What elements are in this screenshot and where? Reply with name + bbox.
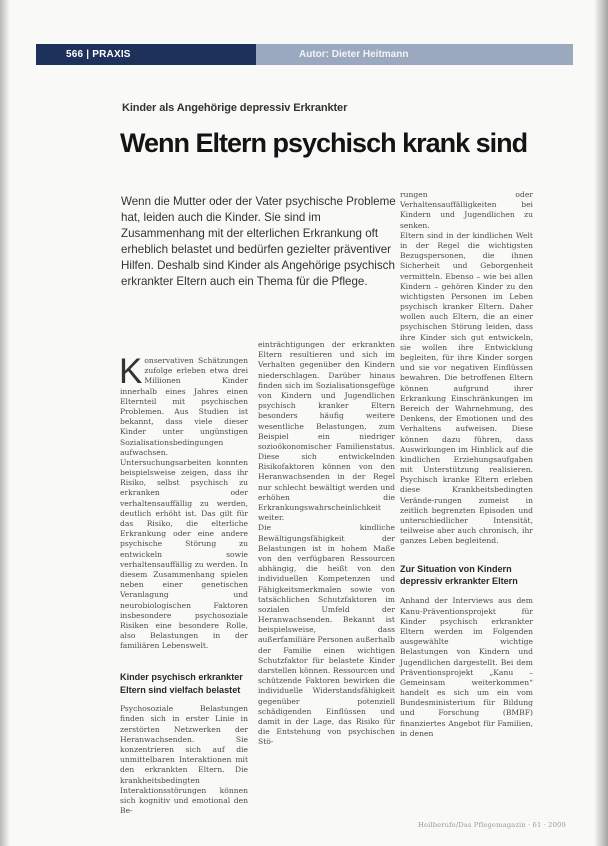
page-footer: Heilberufe/Das Pflegemagazin · 61 · 2009 (418, 821, 566, 829)
header-author-block (256, 44, 573, 65)
page-gutter-shadow (0, 0, 10, 846)
body-paragraph: rungen oder Verhaltensauffälligkeiten bei Kindern und Jugendlichen zu senken. (400, 190, 533, 230)
author-label: Autor: Dieter Heitmann (299, 49, 409, 60)
body-column-3 (400, 190, 533, 739)
body-paragraph: Anhand der Interviews aus dem Kanu-Präventionsprojekt für Kinder psychisch erkrankter Eltern werden im Folgenden ausgewählte wichtige Belastungen von Kindern und Jugendlichen dargestellt. Bei dem Präventionsprojekt „Kanu – Gemeinsam weiterkommen“ handelt es sich um ein vom Bundesministerium für Bildung und Forschung (BMBF) finanziertes Angebot für Familien, in denen (400, 596, 533, 738)
intro-paragraph-text: onservativen Schätzungen zufolge erleben etwa drei Millionen Kinder innerhalb eines Jahres einen Elternteil mit psychischen Problemen. Aus Studien ist bekannt, dass viele dieser Kinder unter ungünstigen Sozialisationsbedingungen aufwachsen. Untersuchungsarbeiten konnten beispielsweise zeigen, dass ihr Risiko, selbst psychisch zu erkranken oder verhaltensauffällig zu werden, deutlich erhöht ist. Das gilt für das Risiko, die elterliche Erkrankung oder eine andere psychische Störung zu entwickeln sowie verhaltensauffällig zu werden. In diesem Zusammenhang spielen neben einer genetischen Veranlagung und neurobiologischen Faktoren insbesondere psychosoziale Risiken eine besondere Rolle, also Belastungen in der familiären Lebenswelt. (120, 356, 248, 651)
body-paragraph: einträchtigungen der erkrankten Eltern resultieren und sich im Verhalten gegenüber den Kindern niederschlagen. Darüber hinaus finden sich im Sozialisationsgefüge von Kindern und Jugendlichen psychisch kranker Eltern besonders häufig weitere wesentliche Belastungen, zum Beispiel ein niedriger sozioökonomischer Familienstatus. Diese sich entwickelnden Risikofaktoren können von den Heranwachsenden in der Regel nur schlecht bewältigt werden und erhöhen die Erkrankungswahrscheinlichkeit weiter. (258, 340, 395, 523)
page-edge-shadow (594, 0, 608, 846)
article-lead: Wenn die Mutter oder der Vater psychische Probleme hat, leiden auch die Kinder. Sie sind im Zusammenhang mit der elterlichen Erkrankung oft erheblich belastet und bedürfen gezielter präventiver Hilfen. Deshalb sind Kinder als Angehörige psychisch erkrankter Eltern auch ein Thema für die Pflege. (121, 195, 396, 289)
body-paragraph: Die kindliche Bewältigungsfähigkeit der Belastungen ist in hohem Maße von den verfügbaren Ressourcen abhängig, die heißt von den individuellen Kompetenzen und Fähigkeitsmerkmalen sowie von tatsächlichen Schutzfaktoren im sozialen Umfeld der Heranwachsenden. Bekannt ist beispielsweise, dass außerfamiliäre Personen außerhalb der Familie einen wichtigen Schutzfaktor für belastete Kinder darstellen können. Ressourcen und schützende Faktoren bewirken die individuelle Widerstandsfähigkeit gegenüber potenziell schädigenden Einflüssen und damit in der Lage, das Risiko für die Entstehung von psychischen Stö- (258, 523, 395, 747)
header-band (36, 44, 573, 65)
subheading-situation: Zur Situation von Kindern depressiv erkrankter Eltern (400, 563, 518, 586)
body-column-2 (258, 340, 395, 748)
subheading-belastet: Kinder psychisch erkrankter Eltern sind vielfach belastet (120, 672, 243, 695)
body-paragraph: Eltern sind in der kindlichen Welt in der Regel die wichtigsten Bezugspersonen, die ihnen Sicherheit und Geborgenheit vermitteln. Ebenso – wie bei allen Kindern – gehören Kinder zu den wichtigsten Personen im Leben psychisch kranker Eltern. Daher wollen auch Eltern, die an einer psychischen Störung leiden, dass ihre Kinder sich gut entwickeln, sie wollen ihre Entwicklung begleiten, für ihre Kinder sorgen und sie vor negativen Einflüssen bewahren. Die betroffenen Eltern können aufgrund ihrer Erkrankung Einschränkungen im Bereich der Wahrnehmung, des Denkens, der Emotionen und des Verhaltens aufweisen. Diese können dazu führen, dass Auswirkungen im Hinblick auf die kindlichen Erziehungsaufgaben mit Unterstützung realisieren. Psychisch kranke Eltern erleben diese Krankheitsbedingten Verände-rungen zumeist in zeitlich begrenzten Episoden und unterschiedlicher Intensität, teilweise aber auch chronisch, ihr ganzes Leben begleitend. (400, 230, 533, 546)
header-section-block (36, 44, 256, 65)
body-column-1 (119, 352, 248, 816)
drop-cap: K (119, 352, 143, 391)
body-paragraph: Psychosoziale Belastungen finden sich in erster Linie in zerstörten Netzwerken der Heranwachsenden. Sie konzentrieren sich auf die unmittelbaren Interaktionen mit den erkrankten Eltern. Die krankheitsbedingten Interaktionsstörungen können sich kognitiv und emotional den Be- (120, 704, 248, 816)
article-kicker: Kinder als Angehörige depressiv Erkrankter (122, 102, 348, 114)
page-number-section: 566 | PRAXIS (66, 49, 131, 60)
intro-paragraph (119, 352, 248, 651)
article-title: Wenn Eltern psychisch krank sind (120, 128, 528, 158)
